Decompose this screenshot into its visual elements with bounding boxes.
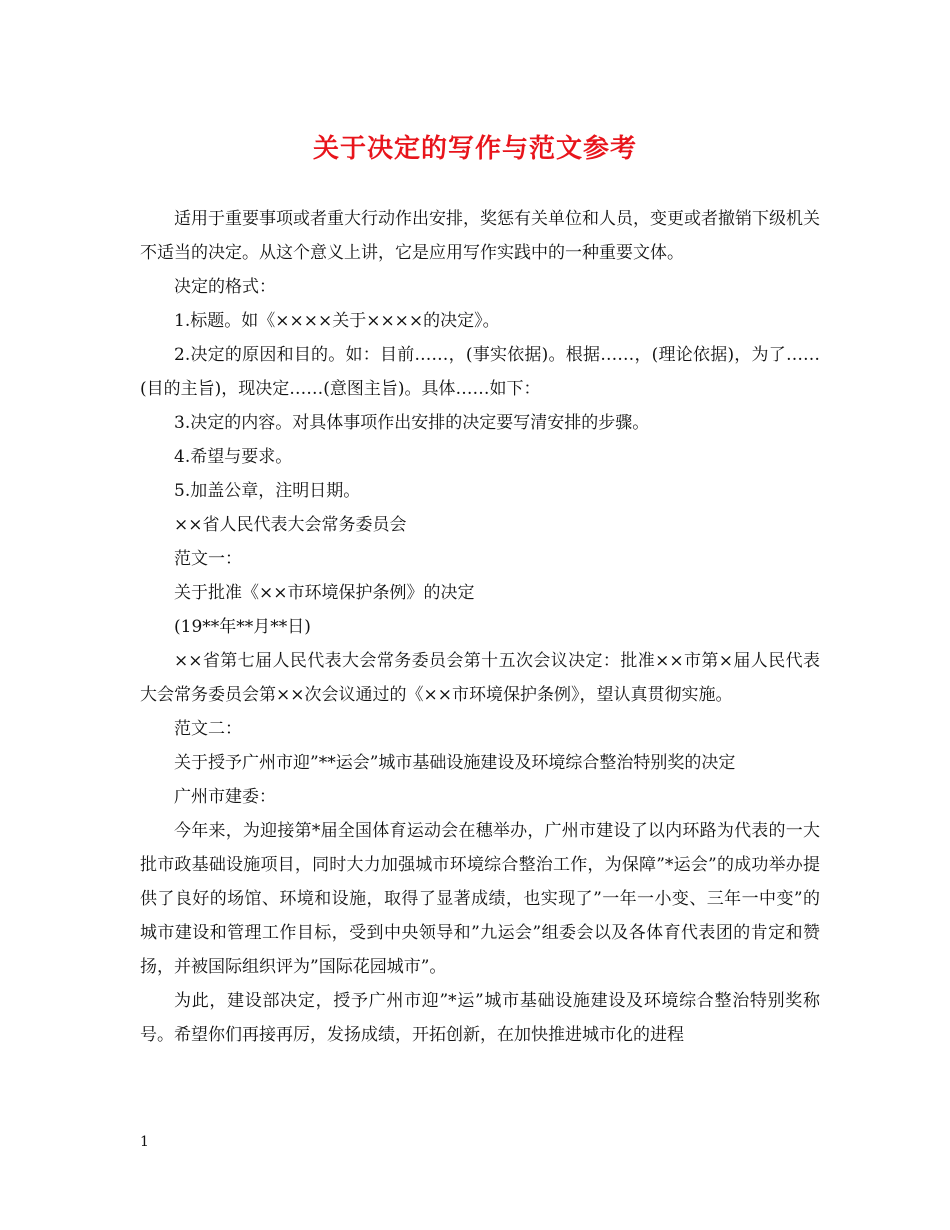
document-title: 关于决定的写作与范文参考: [312, 134, 637, 164]
paragraph: 1.标题。如《××××关于××××的决定》。: [174, 311, 500, 331]
paragraph: ××省第七届人民代表大会常务委员会第十五次会议决定：批准××市第×届人民代表大会常务委员会第××次会议通过的《××市环境保护条例》，望认真贯彻实施。: [140, 651, 820, 705]
paragraph: 广州市建委：: [174, 787, 276, 807]
paragraph: 2.决定的原因和目的。如：目前……，(事实依据)。根据……，(理论依据)，为了……(目的主旨)，现决定……(意图主旨)。具体……如下：: [140, 345, 820, 399]
paragraph: 范文一：: [174, 549, 242, 569]
paragraph: 决定的格式：: [174, 277, 276, 297]
paragraph: 今年来，为迎接第*届全国体育运动会在穗举办，广州市建设了以内环路为代表的一大批市政基础设施项目，同时大力加强城市环境综合整治工作，为保障”*运会”的成功举办提供了良好的场馆、环境和设施，取得了显著成绩，也实现了”一年一小变、三年一中变”的城市建设和管理工作目标，受到中央领导和”九运会”组委会以及各体育代表团的肯定和赞扬，并被国际组织评为”国际花园城市”。: [140, 821, 820, 977]
document-body: [140, 202, 820, 1052]
paragraph: 适用于重要事项或者重大行动作出安排，奖惩有关单位和人员，变更或者撤销下级机关不适当的决定。从这个意义上讲，它是应用写作实践中的一种重要文体。: [140, 209, 820, 263]
paragraph: 关于批准《××市环境保护条例》的决定: [174, 583, 475, 603]
paragraph: (19**年**月**日): [174, 617, 311, 637]
paragraph: 5.加盖公章，注明日期。: [174, 481, 361, 501]
paragraph: ××省人民代表大会常务委员会: [174, 515, 407, 535]
paragraph: 关于授予广州市迎”**运会”城市基础设施建设及环境综合整治特别奖的决定: [174, 753, 736, 773]
paragraph: 为此，建设部决定，授予广州市迎”*运”城市基础设施建设及环境综合整治特别奖称号。希望你们再接再厉，发扬成绩，开拓创新，在加快推进城市化的进程: [140, 991, 820, 1045]
paragraph: 3.决定的内容。对具体事项作出安排的决定要写清安排的步骤。: [174, 413, 650, 433]
paragraph: 范文二：: [174, 719, 242, 739]
paragraph: 4.希望与要求。: [174, 447, 293, 467]
page-number: 1: [140, 1134, 149, 1150]
